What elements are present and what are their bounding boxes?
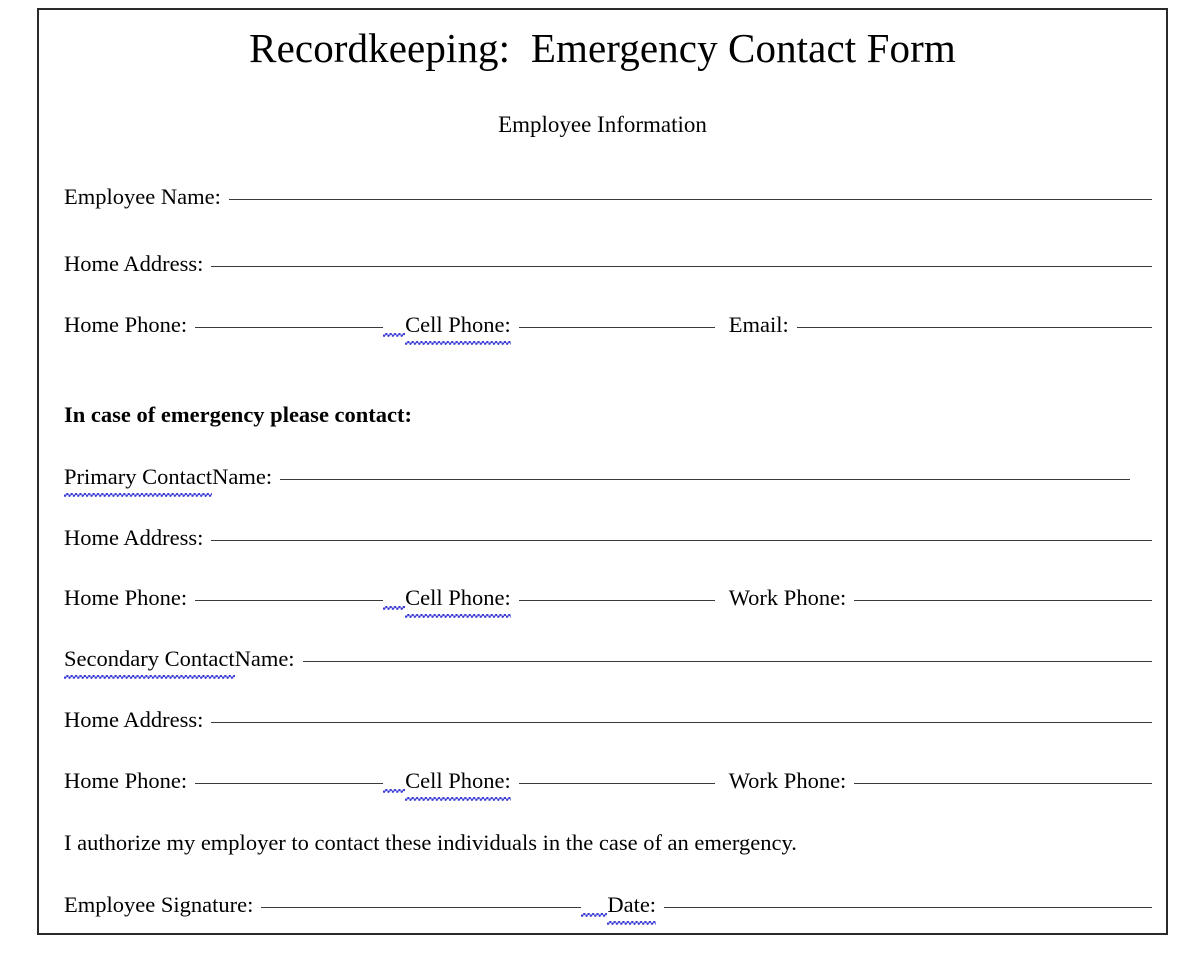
field-row-employee-home-address (64, 249, 1152, 283)
label-home-phone: Home Phone: (64, 585, 188, 610)
field-row-primary-home-address (64, 523, 1152, 557)
label-home-phone: Home Phone: (64, 768, 188, 793)
label-cell-phone: Cell Phone: (405, 766, 511, 796)
input-secondary-work-phone[interactable] (854, 783, 1152, 784)
input-primary-home-phone[interactable] (195, 600, 383, 601)
label-cell-phone: Cell Phone: (405, 583, 511, 613)
label-home-address: Home Address: (64, 251, 204, 276)
field-row-primary-contact-name (64, 462, 1152, 496)
label-secondary-contact-name: Name: (234, 646, 295, 671)
field-row-secondary-contact-name (64, 644, 1152, 678)
input-employee-home-phone[interactable] (195, 327, 383, 328)
input-primary-contact-name[interactable] (280, 479, 1130, 480)
form-frame (37, 8, 1168, 935)
label-date: Date: (607, 890, 656, 920)
page-title: Recordkeeping: Emergency Contact Form (249, 25, 956, 71)
section-heading-employee-information: Employee Information (498, 112, 707, 137)
label-email: Email: (728, 312, 789, 337)
field-row-employee-name (64, 182, 1152, 216)
label-emergency-heading: In case of emergency please contact: (64, 402, 413, 427)
input-employee-signature[interactable] (261, 907, 581, 908)
authorization-statement (64, 828, 1152, 862)
input-secondary-home-address[interactable] (211, 722, 1152, 723)
input-primary-cell-phone[interactable] (519, 600, 715, 601)
label-employee-signature: Employee Signature: (64, 892, 254, 917)
field-row-primary-phones (64, 583, 1152, 617)
label-home-address: Home Address: (64, 525, 204, 550)
label-authorization: I authorize my employer to contact these individuals in the case of an emergency. (64, 830, 797, 855)
field-row-employee-phones (64, 310, 1152, 344)
field-row-secondary-home-address (64, 705, 1152, 739)
label-cell-phone: Cell Phone: (405, 310, 511, 340)
input-primary-home-address[interactable] (211, 540, 1152, 541)
label-employee-name: Employee Name: (64, 184, 221, 209)
input-primary-work-phone[interactable] (854, 600, 1152, 601)
input-secondary-cell-phone[interactable] (519, 783, 715, 784)
label-home-phone: Home Phone: (64, 312, 188, 337)
label-primary-contact-flagged: Primary Contact (64, 462, 212, 492)
label-primary-contact-name: Name: (212, 464, 273, 489)
field-row-secondary-phones (64, 766, 1152, 800)
section-heading-emergency (64, 400, 1152, 434)
label-work-phone: Work Phone: (728, 585, 847, 610)
field-row-signature (64, 890, 1152, 924)
input-employee-name[interactable] (229, 199, 1152, 200)
input-employee-email[interactable] (797, 327, 1152, 328)
label-work-phone: Work Phone: (728, 768, 847, 793)
input-date[interactable] (664, 907, 1152, 908)
input-secondary-home-phone[interactable] (195, 783, 383, 784)
input-employee-cell-phone[interactable] (519, 327, 715, 328)
label-secondary-contact-flagged: Secondary Contact (64, 644, 235, 674)
input-employee-home-address[interactable] (211, 266, 1152, 267)
label-home-address: Home Address: (64, 707, 204, 732)
input-secondary-contact-name[interactable] (303, 661, 1152, 662)
